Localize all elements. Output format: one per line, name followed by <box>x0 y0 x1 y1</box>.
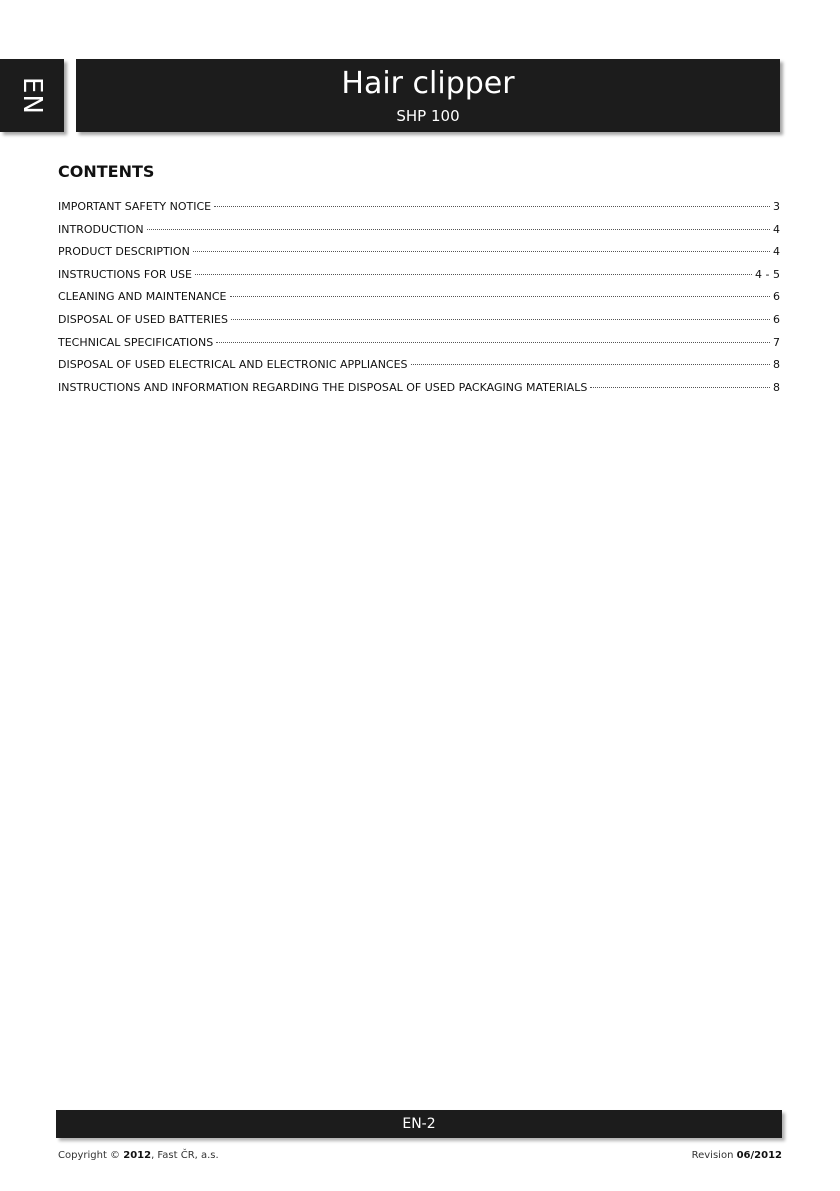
dot-leader <box>147 229 770 230</box>
page-title: Hair clipper <box>341 66 515 101</box>
toc-item-label: PRODUCT DESCRIPTION <box>58 245 190 259</box>
copyright-holder: , Fast ČR, a.s. <box>151 1150 219 1161</box>
contents-heading: CONTENTS <box>58 162 155 181</box>
toc-item[interactable] <box>58 268 780 291</box>
dot-leader <box>411 364 770 365</box>
toc-item-label: INTRODUCTION <box>58 222 144 236</box>
toc-item-label: DISPOSAL OF USED BATTERIES <box>58 312 228 326</box>
toc-item-label: INSTRUCTIONS AND INFORMATION REGARDING THE DISPOSAL OF USED PACKAGING MATERIALS <box>58 380 588 394</box>
language-tab <box>0 59 64 132</box>
page-number: EN-2 <box>402 1116 436 1132</box>
toc-item[interactable] <box>58 223 780 246</box>
toc-item[interactable] <box>58 358 780 381</box>
page-number-bar <box>56 1110 782 1138</box>
dot-leader <box>214 206 770 207</box>
dot-leader <box>231 319 770 320</box>
toc-item[interactable] <box>58 290 780 313</box>
toc-item-page: 4 <box>773 245 780 259</box>
toc-item-label: DISPOSAL OF USED ELECTRICAL AND ELECTRONIC APPLIANCES <box>58 358 408 372</box>
toc-item-page: 6 <box>773 312 780 326</box>
toc-item-page: 4 - 5 <box>755 267 780 281</box>
toc-item-page: 8 <box>773 380 780 394</box>
table-of-contents <box>58 200 780 403</box>
toc-item[interactable] <box>58 200 780 223</box>
dot-leader <box>590 387 770 388</box>
toc-item-page: 3 <box>773 200 780 213</box>
model-number: SHP 100 <box>396 107 460 125</box>
language-label: EN <box>17 76 47 115</box>
toc-item-label: CLEANING AND MAINTENANCE <box>58 290 227 304</box>
toc-item-label: INSTRUCTIONS FOR USE <box>58 267 192 281</box>
dot-leader <box>195 274 752 275</box>
toc-item-page: 6 <box>773 290 780 304</box>
revision-value: 06/2012 <box>736 1150 782 1161</box>
toc-item[interactable] <box>58 336 780 359</box>
toc-item[interactable] <box>58 381 780 404</box>
copyright-year: 2012 <box>123 1150 152 1161</box>
toc-item-page: 4 <box>773 222 780 236</box>
toc-item-label: IMPORTANT SAFETY NOTICE <box>58 200 212 213</box>
title-bar <box>76 59 780 132</box>
toc-item[interactable] <box>58 245 780 268</box>
toc-item[interactable] <box>58 313 780 336</box>
revision-label: Revision <box>691 1150 737 1161</box>
revision-notice <box>692 1150 782 1161</box>
dot-leader <box>230 296 771 297</box>
copyright-notice <box>58 1150 219 1161</box>
toc-item-page: 7 <box>773 335 780 349</box>
toc-item-label: TECHNICAL SPECIFICATIONS <box>58 335 214 349</box>
toc-item-page: 8 <box>773 358 780 372</box>
dot-leader <box>216 342 770 343</box>
copyright-prefix: Copyright © <box>58 1150 124 1161</box>
dot-leader <box>193 251 770 252</box>
